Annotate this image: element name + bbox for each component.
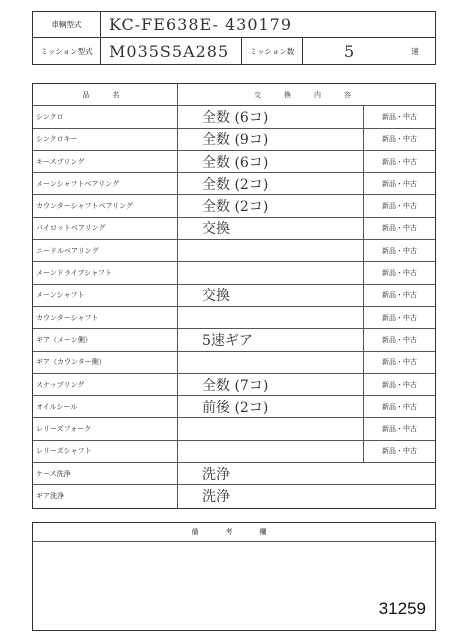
- vehicle-model-row: [32, 11, 436, 38]
- replacement-content: 全数 (7コ): [202, 377, 269, 394]
- new-used-status: 新品・中古: [363, 285, 435, 306]
- part-name: ギア洗浄: [33, 485, 178, 507]
- table-row: [33, 195, 435, 217]
- part-name: メーンシャフト: [33, 285, 178, 306]
- parts-table: [32, 83, 436, 509]
- part-name: メーンシャフトベアリング: [33, 173, 178, 194]
- replacement-content: 前後 (2コ): [202, 399, 269, 416]
- table-row: [33, 396, 435, 418]
- replacement-content: 洗浄: [202, 489, 230, 506]
- mission-type-value: M035S5A285: [109, 41, 230, 61]
- table-row: [33, 374, 435, 396]
- new-used-status: 新品・中古: [363, 151, 435, 172]
- part-name: ケース洗浄: [33, 463, 178, 484]
- replacement-content: 交換: [202, 288, 230, 305]
- part-name: カウンターシャフトベアリング: [33, 195, 178, 216]
- new-used-status: 新品・中古: [363, 352, 435, 373]
- col-content-header: 交 換 内 容: [254, 90, 359, 99]
- table-header: [33, 84, 435, 106]
- replacement-content: [178, 418, 363, 439]
- part-name: レリーズフォーク: [33, 418, 178, 439]
- part-name: ギア（カウンター側）: [33, 352, 178, 373]
- remarks-label: 備 考 欄: [33, 523, 435, 542]
- new-used-status: 新品・中古: [363, 195, 435, 216]
- new-used-status: 新品・中古: [363, 418, 435, 439]
- replacement-content: 全数 (6コ): [202, 154, 269, 171]
- replacement-content: [178, 441, 363, 462]
- inspection-sheet: [32, 11, 436, 631]
- replacement-content: 全数 (6コ): [202, 109, 269, 126]
- new-used-status: 新品・中古: [363, 218, 435, 239]
- part-name: メーンドライブシャフト: [33, 262, 178, 283]
- table-row: [33, 463, 435, 485]
- document-number: 31259: [378, 599, 426, 618]
- new-used-status: 新品・中古: [363, 307, 435, 328]
- mission-count-label: ミッション数: [241, 38, 303, 64]
- replacement-content: 全数 (2コ): [202, 199, 269, 216]
- new-used-status: 新品・中古: [363, 129, 435, 150]
- new-used-status: 新品・中古: [363, 106, 435, 127]
- replacement-content: 全数 (9コ): [202, 132, 269, 149]
- part-name: スナップリング: [33, 374, 178, 395]
- part-name: シンクロキー: [33, 129, 178, 150]
- table-row: [33, 240, 435, 262]
- table-row: [33, 173, 435, 195]
- new-used-status: 新品・中古: [363, 374, 435, 395]
- new-used-status: 新品・中古: [363, 329, 435, 350]
- table-row: [33, 285, 435, 307]
- mission-type-label: ミッション型式: [33, 38, 101, 64]
- part-name: キースプリング: [33, 151, 178, 172]
- table-row: [33, 485, 435, 507]
- part-name: オイルシール: [33, 396, 178, 417]
- table-row: [33, 307, 435, 329]
- part-name: レリーズシャフト: [33, 441, 178, 462]
- table-row: [33, 106, 435, 128]
- replacement-content: [178, 262, 363, 283]
- table-row: [33, 151, 435, 173]
- part-name: ギア（メーン側）: [33, 329, 178, 350]
- new-used-status: 新品・中古: [363, 262, 435, 283]
- speed-unit: 速: [411, 46, 419, 56]
- part-name: パイロットベアリング: [33, 218, 178, 239]
- vehicle-model-value: KC-FE638E- 430179: [109, 15, 293, 34]
- table-row: [33, 418, 435, 440]
- table-row: [33, 441, 435, 463]
- mission-count-value: 5: [344, 41, 356, 61]
- replacement-content: 洗浄: [202, 466, 230, 483]
- mission-row: [32, 38, 436, 65]
- replacement-content: 全数 (2コ): [202, 176, 269, 193]
- table-row: [33, 329, 435, 351]
- replacement-content: [178, 240, 363, 261]
- new-used-status: 新品・中古: [363, 240, 435, 261]
- new-used-status: 新品・中古: [363, 441, 435, 462]
- part-name: ニードルベアリング: [33, 240, 178, 261]
- vehicle-model-label: 車輌型式: [33, 12, 101, 37]
- col-item-header: 品 名: [33, 84, 178, 105]
- new-used-status: 新品・中古: [363, 173, 435, 194]
- part-name: カウンターシャフト: [33, 307, 178, 328]
- table-row: [33, 129, 435, 151]
- part-name: シンクロ: [33, 106, 178, 127]
- table-row: [33, 218, 435, 240]
- replacement-content: [178, 307, 363, 328]
- remarks-box: [32, 522, 436, 631]
- table-row: [33, 262, 435, 284]
- replacement-content: 交換: [202, 221, 230, 238]
- replacement-content: [178, 352, 363, 373]
- new-used-status: 新品・中古: [363, 396, 435, 417]
- table-row: [33, 352, 435, 374]
- replacement-content: 5速ギア: [202, 332, 253, 349]
